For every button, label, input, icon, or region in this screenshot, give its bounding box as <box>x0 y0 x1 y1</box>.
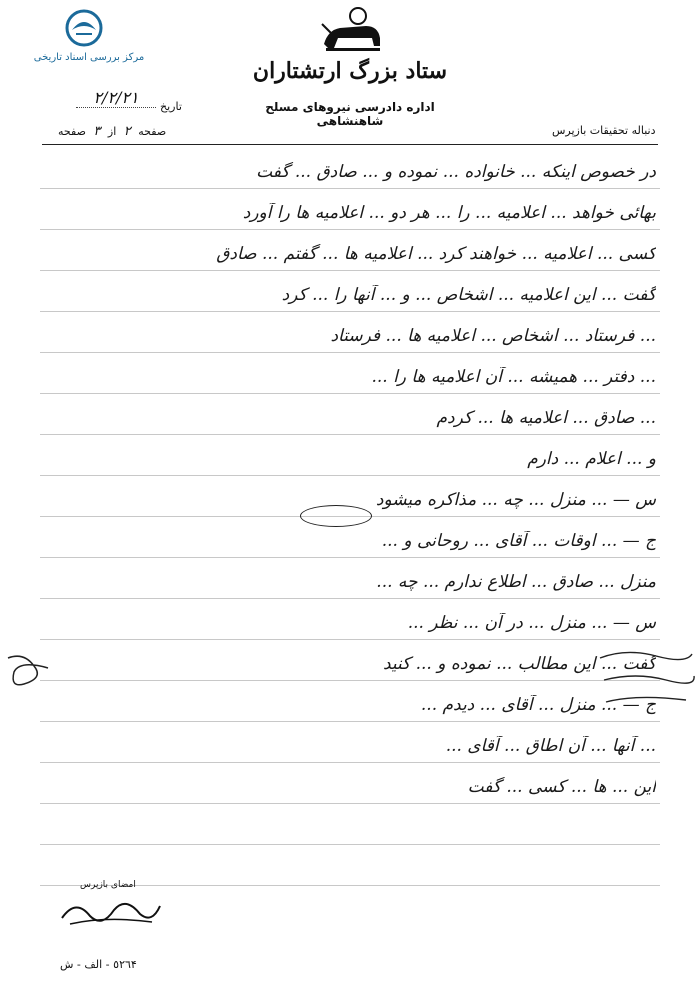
continuation-label: دنباله تحقیقات بازپرس <box>552 124 656 137</box>
page-label: صفحه <box>138 125 167 138</box>
handwritten-text: در خصوص اینکه ... خانواده ... نموده و ... صادق ... گفت <box>256 162 656 182</box>
margin-note-scribble-icon <box>596 646 696 716</box>
archive-name: مرکز بررسی اسناد تاریخی <box>33 52 145 63</box>
handwritten-text: کسی ... اعلامیه ... خواهند کرد ... اعلامیه ها ... گفتم ... صادق <box>216 244 656 264</box>
lion-and-sun-emblem-icon <box>318 4 386 54</box>
text-line <box>40 599 660 640</box>
text-line <box>40 722 660 763</box>
handwritten-text: بهائی خواهد ... اعلامیه ... را ... هر دو ... اعلامیه ها را آورد <box>242 203 656 223</box>
handwritten-text: و ... اعلام ... دارم <box>527 449 656 469</box>
handwritten-text: س — ... منزل ... چه ... مذاکره میشود <box>375 490 656 510</box>
page-indicator <box>58 124 166 139</box>
text-line <box>40 763 660 804</box>
handwritten-text: منزل ... صادق ... اطلاع ندارم ... چه ... <box>376 572 656 592</box>
margin-signature-icon <box>4 648 60 698</box>
handwritten-text: ج — ... منزل ... آقای ... دیدم ... <box>420 695 656 715</box>
date-label: تاریخ <box>160 100 182 113</box>
text-line <box>40 435 660 476</box>
text-line <box>40 189 660 230</box>
handwritten-text: ... آنها ... آن اطاق ... آقای ... <box>445 736 656 756</box>
form-code: ٥٢٦۴ - الف - ش <box>60 958 137 971</box>
handwritten-text: ... صادق ... اعلامیه ها ... کردم <box>436 408 656 428</box>
page-current: ۲ <box>123 124 131 139</box>
header-divider <box>42 144 658 145</box>
text-line <box>40 353 660 394</box>
page-of: از <box>107 125 117 138</box>
signature-icon <box>56 888 166 932</box>
handwritten-text: س — ... منزل ... در آن ... نظر ... <box>407 613 656 633</box>
handwritten-text: ... فرستاد ... اشخاص ... اعلامیه ها ... فرستاد <box>330 326 656 346</box>
text-line <box>40 558 660 599</box>
handwritten-text: ... دفتر ... همیشه ... آن اعلامیه ها را ... <box>371 367 656 387</box>
archive-logo-icon <box>58 8 110 48</box>
text-line <box>40 681 660 722</box>
text-line <box>40 312 660 353</box>
org-subtitle: اداره دادرسی نیروهای مسلح شاهنشاهی <box>265 100 435 128</box>
inline-signature-seal <box>300 505 372 527</box>
org-title: ستاد بزرگ ارتشتاران <box>252 58 448 84</box>
page-total: ۳ <box>93 124 101 139</box>
text-line <box>40 804 660 845</box>
handwritten-text: ج — ... اوقات ... آقای ... روحانی و ... <box>381 531 656 551</box>
date-value: ۲/۲/۲۱ <box>76 88 156 108</box>
archive-watermark <box>14 8 154 70</box>
text-line <box>40 271 660 312</box>
text-line <box>40 394 660 435</box>
signature-label: امضای بازپرس <box>80 880 136 890</box>
handwritten-text: گفت ... این مطالب ... نموده و ... کنید <box>382 654 656 674</box>
page-suffix: صفحه <box>58 125 86 138</box>
handwritten-text: این ... ها ... کسی ... گفت <box>467 777 656 797</box>
handwritten-text: گفت ... این اعلامیه ... اشخاص ... و ... آنها را ... کرد <box>281 285 656 305</box>
text-line <box>40 230 660 271</box>
text-line <box>40 148 660 189</box>
text-line <box>40 640 660 681</box>
